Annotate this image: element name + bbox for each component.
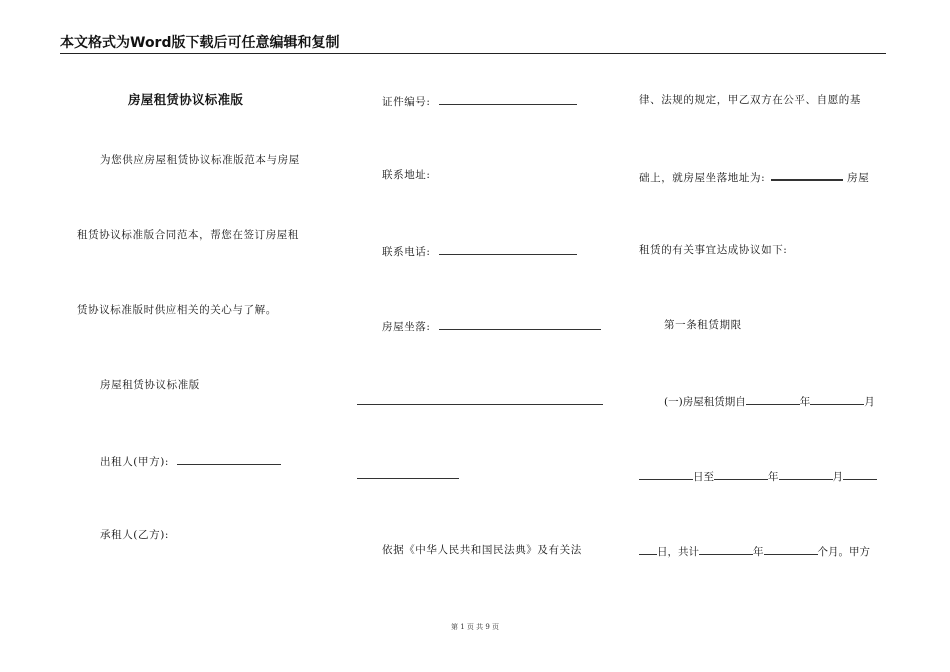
phone-line <box>382 243 577 259</box>
agreement-line: 租赁的有关事宜达成协议如下: <box>639 244 788 256</box>
location-label: 房屋坐落: <box>382 321 431 333</box>
location-blank-continued[interactable] <box>357 404 603 405</box>
end-day-blank[interactable] <box>843 468 877 480</box>
start-year-blank[interactable] <box>746 393 800 405</box>
start-day-blank[interactable] <box>639 468 693 480</box>
lessee-label: 承租人(乙方): <box>100 529 170 541</box>
location-blank-end[interactable] <box>357 478 459 479</box>
total-years-blank[interactable] <box>699 543 753 555</box>
lessor-line <box>100 453 281 469</box>
address-clause-text: 础上，就房屋坐落地址为: <box>639 172 766 184</box>
address-clause-line <box>639 168 869 185</box>
document-title: 房屋租赁协议标准版 <box>128 92 244 107</box>
total-year-label: 年 <box>753 546 764 558</box>
end-year-blank[interactable] <box>714 468 768 480</box>
day-to-label: 日至 <box>693 471 714 483</box>
total-months-blank[interactable] <box>764 543 818 555</box>
end-day-blank-continued[interactable] <box>639 543 657 555</box>
location-line <box>382 318 601 334</box>
cert-line <box>382 93 577 109</box>
cert-label: 证件编号: <box>382 96 431 108</box>
intro-line-3: 赁协议标准版时供应相关的关心与了解。 <box>77 304 277 316</box>
term-total-line <box>639 543 870 559</box>
address-label: 联系地址: <box>382 169 431 181</box>
total-months-label: 个月。甲方 <box>817 546 870 558</box>
basis-line: 依据《中华人民共和国民法典》及有关法 <box>382 544 582 556</box>
page-footer: 第 1 页 共 9 页 <box>450 623 500 631</box>
day-total-label: 日，共计 <box>657 546 699 558</box>
year-label: 年 <box>799 396 811 408</box>
term-start-line <box>664 393 875 409</box>
law-line: 律、法规的规定，甲乙双方在公平、自愿的基 <box>639 94 861 106</box>
phone-label: 联系电话: <box>382 246 431 258</box>
term-start-label: (一)房屋租赁期自 <box>664 396 746 408</box>
subtitle: 房屋租赁协议标准版 <box>100 379 200 391</box>
phone-blank[interactable] <box>439 243 577 255</box>
location-blank[interactable] <box>439 318 601 330</box>
end-year-label: 年 <box>768 471 779 483</box>
end-month-blank[interactable] <box>779 468 833 480</box>
banner-rule <box>60 53 886 54</box>
lessor-blank[interactable] <box>177 453 281 465</box>
month-label: 月 <box>864 396 875 408</box>
document-banner: 本文格式为Word版下载后可任意编辑和复制 <box>60 35 340 51</box>
cert-blank[interactable] <box>439 93 577 105</box>
lessor-label: 出租人(甲方): <box>100 456 170 468</box>
article-1-heading: 第一条租赁期限 <box>664 319 742 331</box>
start-month-blank[interactable] <box>810 393 864 405</box>
property-address-blank[interactable] <box>771 168 843 181</box>
intro-line-1: 为您供应房屋租赁协议标准版范本与房屋 <box>100 154 300 166</box>
end-month-label: 月 <box>832 471 843 483</box>
intro-line-2: 租赁协议标准版合同范本，帮您在签订房屋租 <box>77 229 299 241</box>
term-end-line <box>639 468 877 484</box>
address-clause-suffix: 房屋 <box>847 172 870 184</box>
